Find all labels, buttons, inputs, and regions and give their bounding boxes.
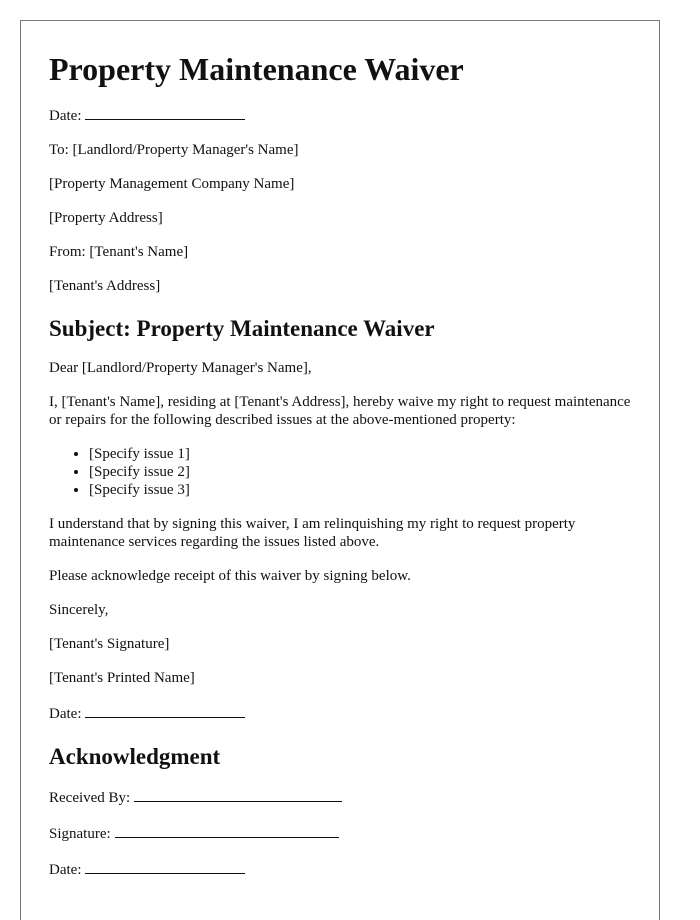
intro-paragraph: I, [Tenant's Name], residing at [Tenant's Address], hereby waive my right to request maintenance or repairs for the following described issues at the above-mentioned property: — [49, 394, 631, 428]
request-paragraph: Please acknowledge receipt of this waiver by signing below. — [49, 568, 411, 584]
acknowledgment-heading: Acknowledgment — [49, 744, 221, 769]
list-item: • [Specify issue 2] — [89, 463, 631, 481]
salutation: Dear [Landlord/Property Manager's Name], — [49, 360, 312, 376]
ack-signature-label: Signature: — [49, 826, 111, 842]
to-line: To: [Landlord/Property Manager's Name] — [49, 142, 299, 158]
received-by-line — [49, 787, 631, 807]
property-address-line: [Property Address] — [49, 210, 163, 226]
issues-list — [49, 445, 631, 499]
signature-date-label: Date: — [49, 706, 82, 722]
signature-date-blank[interactable] — [85, 703, 245, 718]
ack-signature-blank[interactable] — [115, 823, 339, 838]
tenant-printed-name-line: [Tenant's Printed Name] — [49, 670, 195, 686]
company-line: [Property Management Company Name] — [49, 176, 295, 192]
tenant-address-line: [Tenant's Address] — [49, 278, 161, 294]
closing: Sincerely, — [49, 602, 109, 618]
ack-date-label: Date: — [49, 862, 82, 878]
from-line: From: [Tenant's Name] — [49, 244, 189, 260]
document-title: Property Maintenance Waiver — [49, 51, 464, 87]
ack-signature-line — [49, 823, 631, 843]
signature-date-line — [49, 703, 631, 723]
understanding-paragraph: I understand that by signing this waiver, I am relinquishing my right to request property maintenance services regarding the issues listed above. — [49, 516, 576, 550]
date-blank[interactable] — [85, 105, 245, 120]
document-page — [20, 20, 660, 920]
date-line — [49, 105, 631, 125]
received-by-label: Received By: — [49, 790, 131, 806]
date-label: Date: — [49, 108, 82, 124]
list-item: • [Specify issue 3] — [89, 481, 631, 499]
list-item: • [Specify issue 1] — [89, 445, 631, 463]
ack-date-blank[interactable] — [85, 859, 245, 874]
received-by-blank[interactable] — [134, 787, 342, 802]
subject-heading: Subject: Property Maintenance Waiver — [49, 316, 435, 341]
tenant-signature-line: [Tenant's Signature] — [49, 636, 170, 652]
ack-date-line — [49, 859, 631, 879]
